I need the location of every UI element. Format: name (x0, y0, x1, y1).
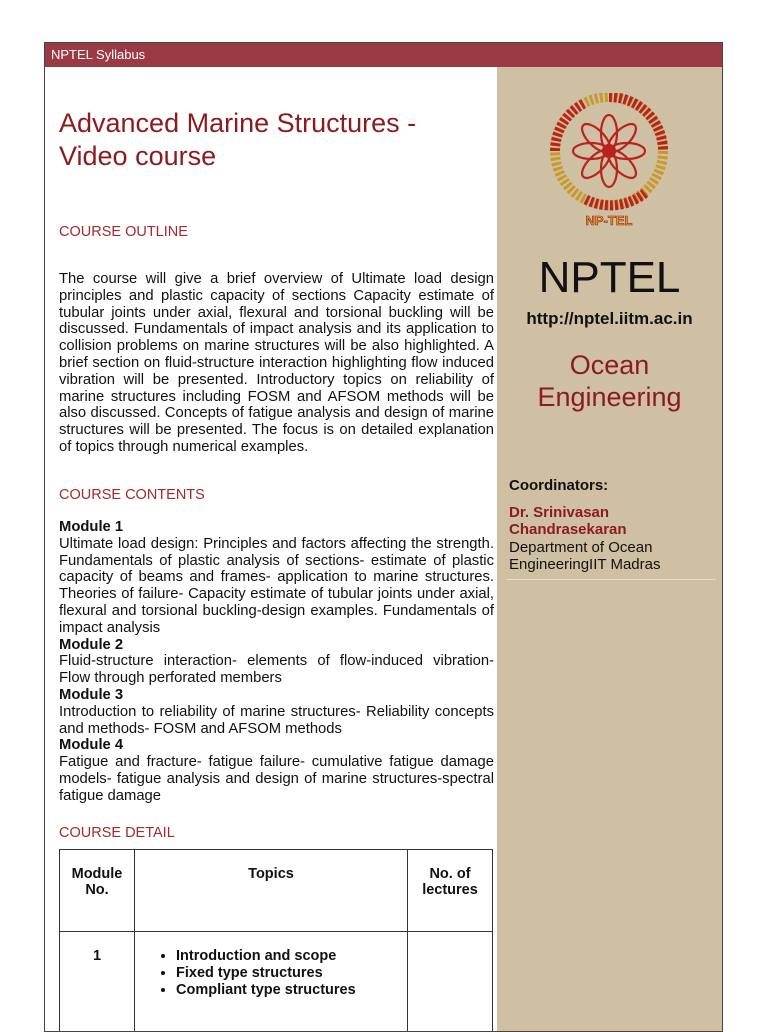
website-link[interactable]: http://nptel.iitm.ac.in (497, 309, 722, 329)
course-title-line-2: Video course (59, 140, 479, 173)
module-text: Fluid-structure interaction- elements of flow-induced vibration- Flow through perforated members (59, 653, 494, 687)
topics-list (136, 948, 406, 999)
page-frame (44, 42, 723, 1032)
coordinator-department: Department of Ocean EngineeringIIT Madras (509, 539, 714, 573)
detail-heading: COURSE DETAIL (59, 825, 175, 841)
module-title: Module 3 (59, 687, 494, 704)
course-title (59, 107, 479, 173)
list-item: • Fixed type structures (176, 965, 406, 982)
table-row (60, 932, 493, 1032)
coordinators-label: Coordinators: (509, 477, 608, 494)
course-title-line-1: Advanced Marine Structures - (59, 107, 479, 140)
coordinator-name-line-1: Dr. Srinivasan (509, 504, 627, 521)
main-column (45, 67, 497, 1031)
module-number-cell: 1 (60, 932, 135, 1032)
module-text: Introduction to reliability of marine structures- Reliability concepts and methods- FOSM and AFSOM methods (59, 704, 494, 738)
column-header-module: Module No. (60, 850, 135, 932)
nptel-logo (545, 93, 673, 233)
outline-heading: COURSE OUTLINE (59, 224, 188, 240)
sidebar (497, 67, 722, 1031)
module-text: Fatigue and fracture- fatigue failure- cumulative fatigue damage models- fatigue analysis and design of marine structures-spectral fatigue damage (59, 754, 494, 804)
column-header-lectures: No. of lectures (408, 850, 493, 932)
sidebar-divider (507, 579, 716, 580)
column-header-topics: Topics (135, 850, 408, 932)
module-text: Ultimate load design: Principles and factors affecting the strength. Fundamentals of plastic analysis of sections- estimate of plastic capacity of beams and frames- application to marine structures. Theories of failure- Capacity estimate of tubular joints under axial, flexural and torsional buckling-design examples. Fundamentals of impact analysis (59, 536, 494, 637)
header-label: NPTEL Syllabus (51, 47, 145, 62)
course-detail-table (59, 849, 493, 1032)
logo-text: NP-TEL (586, 213, 633, 228)
outline-text: The course will give a brief overview of Ultimate load design principles and plastic capacity of sections Capacity estimate of tubular joints under axial, flexural and torsional buckling will be discussed. Fundamentals of impact analysis and its application to collision problems on marine structures will be also highlighted. A brief section on fluid-structure interaction highlighting flow induced vibration will be presented. Introductory topics on reliability of marine structures including FOSM and AFSOM methods will be also discussed. Concepts of fatigue analysis and design of marine structures will be presented. The focus is on detailed explanation of topics through numerical examples. (59, 271, 494, 456)
lectures-cell (408, 932, 493, 1032)
list-item: • Compliant type structures (176, 982, 406, 999)
module-title: Module 2 (59, 637, 494, 654)
list-item: • Introduction and scope (176, 948, 406, 965)
department-line-1: Ocean (497, 349, 722, 381)
module-title: Module 4 (59, 737, 494, 754)
brand-name: NPTEL (497, 253, 722, 303)
department-line-2: Engineering (497, 381, 722, 413)
coordinator-name (509, 504, 627, 538)
logo-flower-icon (573, 115, 645, 187)
coordinator-name-line-2: Chandrasekaran (509, 521, 627, 538)
module-list (59, 519, 494, 805)
department-name (497, 349, 722, 413)
table-header-row (60, 850, 493, 932)
header-bar (45, 43, 722, 67)
module-title: Module 1 (59, 519, 494, 536)
topics-cell (135, 932, 408, 1032)
contents-heading: COURSE CONTENTS (59, 487, 205, 503)
